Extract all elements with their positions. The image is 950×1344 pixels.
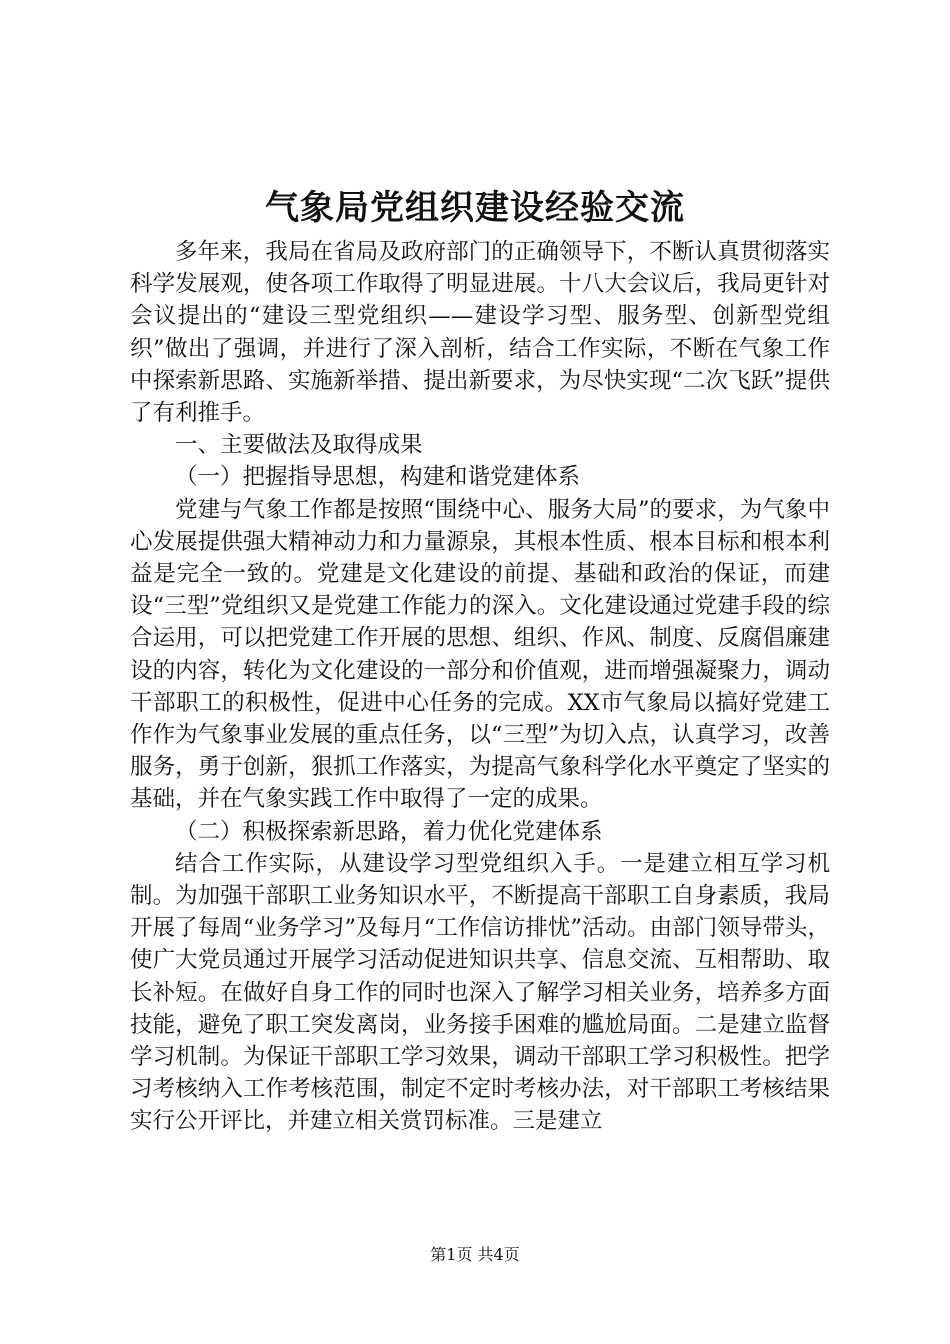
body-paragraph-2: 结合工作实际，从建设学习型党组织入手。一是建立相互学习机制。为加强干部职工业务知识水平，不断提高干部职工自身素质，我局开展了每周“业务学习”及每月“工作信访排忧”活动。由部门领导带头，使广大党员通过开展学习活动促进知识共享、信息交流、互相帮助、取长补短。在做好自身工作的同时也深入了解学习相关业务，培养多方面技能，避免了职工突发离岗，业务接手困难的尴尬局面。二是建立监督学习机制。为保证干部职工学习效果，调动干部职工学习积极性。把学习考核纳入工作考核范围，制定不定时考核办法，对干部职工考核结果实行公开评比，并建立相关赏罚标准。三是建立 bbox=[130, 850, 830, 1135]
document-title: 气象局党组织建设经验交流 bbox=[265, 188, 685, 228]
intro-paragraph: 多年来，我局在省局及政府部门的正确领导下，不断认真贯彻落实科学发展观，使各项工作取得了明显进展。十八大会议后，我局更针对会议提出的“建设三型党组织——建设学习型、服务型、创新型党组织”做出了强调，并进行了深入剖析，结合工作实际，不断在气象工作中探索新思路、实施新举措、提出新要求，为尽快实现“二次飞跃”提供了有利推手。 bbox=[130, 239, 830, 427]
section-heading: 一、主要做法及取得成果 bbox=[175, 432, 423, 459]
subsection-heading-1: （一）把握指导思想，构建和谐党建体系 bbox=[175, 464, 581, 491]
page-number-footer: 第1页 共4页 bbox=[430, 1245, 520, 1264]
document-body bbox=[130, 236, 830, 1138]
body-paragraph-1: 党建与气象工作都是按照“围绕中心、服务大局”的要求，为气象中心发展提供强大精神动力和力量源泉，其根本性质、根本目标和根本利益是完全一致的。党建是文化建设的前提、基础和政治的保证，而建设“三型”党组织又是党建工作能力的深入。文化建设通过党建手段的综合运用，可以把党建工作开展的思想、组织、作风、制度、反腐倡廉建设的内容，转化为文化建设的一部分和价值观，进而增强凝聚力，调动干部职工的积极性，促进中心任务的完成。XX市气象局以搞好党建工作作为气象事业发展的重点任务，以“三型”为切入点，认真学习，改善服务，勇于创新，狠抓工作落实，为提高气象科学化水平奠定了坚实的基础，并在气象实践工作中取得了一定的成果。 bbox=[130, 496, 830, 813]
subsection-heading-2: （二）积极探索新思路，着力优化党建体系 bbox=[175, 818, 603, 845]
